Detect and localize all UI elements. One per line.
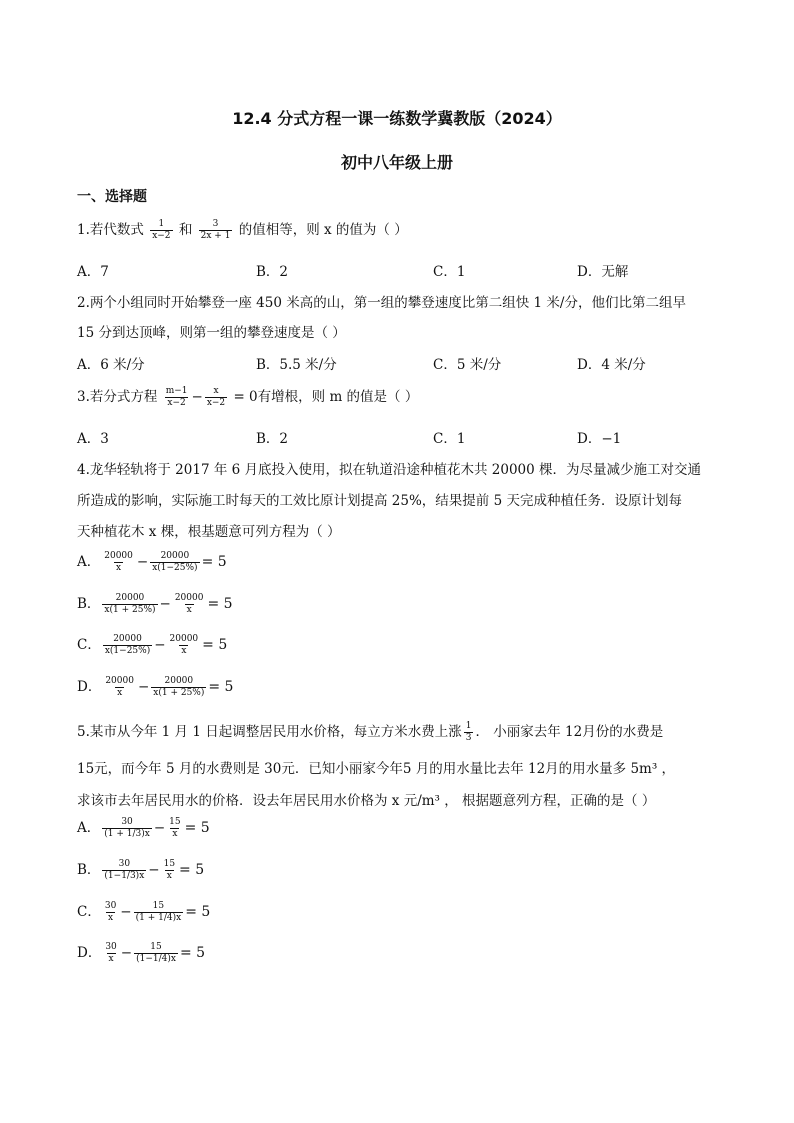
q3-fraction-1 bbox=[164, 387, 190, 408]
q5-option-a bbox=[77, 816, 210, 839]
q5-c-n1: 30 bbox=[104, 901, 117, 911]
q4-option-b bbox=[77, 592, 233, 615]
q3-prefix: 3.若分式方程 bbox=[77, 389, 158, 405]
q3-f2-den: x−2 bbox=[206, 398, 226, 408]
q5-a-n2: 15 bbox=[169, 817, 181, 827]
q4-b-n1: 20000 bbox=[115, 593, 145, 603]
q5-b-d1: (1−1/3)x bbox=[104, 871, 145, 881]
q5-c-d1: x bbox=[108, 913, 114, 923]
q4-d-minus: − bbox=[137, 679, 150, 695]
q4-d-n1: 20000 bbox=[105, 676, 134, 686]
q1-option-a: A．7 bbox=[77, 264, 109, 280]
q1-f1-num: 1 bbox=[158, 219, 165, 229]
q5-frac-den: 3 bbox=[465, 733, 472, 743]
document-title: 12.4 分式方程一课一练数学冀教版（2024） bbox=[232, 109, 562, 128]
q5-d-n1: 30 bbox=[105, 942, 117, 952]
q5-b-minus: − bbox=[148, 862, 160, 878]
q2-option-a: A．6 米/分 bbox=[77, 357, 145, 373]
q4-c-n2: 20000 bbox=[169, 634, 199, 644]
q5-option-b bbox=[77, 858, 204, 881]
q3-f1-num: m−1 bbox=[165, 386, 188, 396]
question-3 bbox=[77, 385, 418, 408]
q5-b-n1: 30 bbox=[118, 859, 131, 869]
question-4-line-3: 天种植花木 x 棵，根基题意可列方程为（ ） bbox=[77, 524, 341, 540]
document-subtitle: 初中八年级上册 bbox=[340, 153, 453, 172]
q5-line1-b: ． 小丽家去年 12月份的水费是 bbox=[475, 724, 664, 740]
q1-mid: 和 bbox=[178, 222, 193, 238]
q5-a-d1: (1 + 1/3)x bbox=[104, 829, 150, 839]
q5-d-minus: − bbox=[120, 945, 133, 961]
q5-a-eq: = 5 bbox=[184, 820, 210, 836]
q4-d-eq: = 5 bbox=[208, 679, 234, 695]
q3-option-c: C．1 bbox=[433, 431, 466, 447]
q4-c-d1: x(1−25%) bbox=[104, 646, 151, 656]
q4-a-eq: = 5 bbox=[201, 554, 227, 570]
q5-option-c bbox=[77, 900, 210, 923]
q3-option-b: B．2 bbox=[256, 431, 289, 447]
q5-option-d bbox=[77, 941, 205, 964]
q5-frac-num: 1 bbox=[465, 721, 472, 731]
q1-f2-num: 3 bbox=[212, 219, 219, 229]
q4-d-d2: x(1 + 25%) bbox=[153, 688, 205, 698]
q3-option-a: A．3 bbox=[77, 431, 109, 447]
q4-option-c bbox=[77, 633, 227, 656]
q4-b-d2: x bbox=[186, 605, 192, 615]
q5-a-label: A． bbox=[77, 820, 101, 836]
q5-c-n2: 15 bbox=[152, 901, 165, 911]
q2-option-d: D．4 米/分 bbox=[577, 357, 646, 373]
q5-b-d2: x bbox=[166, 871, 172, 881]
question-5-line-1 bbox=[77, 720, 663, 743]
q1-fraction-2 bbox=[199, 220, 233, 241]
q5-c-label: C． bbox=[77, 904, 101, 920]
q4-a-label: A． bbox=[77, 554, 101, 570]
q4-c-d2: x bbox=[181, 646, 187, 656]
q1-option-c: C．1 bbox=[433, 264, 466, 280]
q4-option-d bbox=[77, 675, 233, 698]
q4-d-n2: 20000 bbox=[164, 676, 194, 686]
q3-eq: = 0 bbox=[233, 389, 258, 405]
q1-prefix: 1.若代数式 bbox=[77, 222, 144, 238]
q4-b-minus: − bbox=[159, 596, 171, 612]
q4-b-d1: x(1 + 25%) bbox=[104, 605, 156, 615]
q2-option-b: B．5.5 米/分 bbox=[256, 357, 337, 373]
q5-a-n1: 30 bbox=[121, 817, 133, 827]
q1-suffix: 的值相等，则 x 的值为（ ） bbox=[238, 222, 408, 238]
question-5-line-3: 求该市去年居民用水的价格．设去年居民用水价格为 x 元/m³ ， 根据题意列方程，正确的是（ ） bbox=[77, 793, 656, 809]
q3-suffix: 有增根，则 m 的值是（ ） bbox=[257, 389, 419, 405]
q4-c-eq: = 5 bbox=[202, 637, 228, 653]
q4-b-eq: = 5 bbox=[207, 596, 233, 612]
q5-d-n2: 15 bbox=[150, 942, 162, 952]
q4-option-a bbox=[77, 550, 227, 573]
q4-b-n2: 20000 bbox=[174, 593, 204, 603]
question-4-line-1: 4.龙华轻轨将于 2017 年 6 月底投入使用，拟在轨道沿途种植花木共 20000 棵．为尽量减少施工对交通 bbox=[77, 462, 702, 478]
section-heading: 一、选择题 bbox=[77, 189, 147, 205]
q3-fraction-2 bbox=[205, 387, 227, 408]
q1-f2-den: 2x + 1 bbox=[200, 231, 231, 241]
question-2-line-1: 2.两个小组同时开始攀登一座 450 米高的山，第一组的攀登速度比第二组快 1 米/分，他们比第二组早 bbox=[77, 295, 686, 311]
q5-a-minus: − bbox=[153, 820, 166, 836]
q3-f1-den: x−2 bbox=[167, 398, 186, 408]
q4-a-d1: x bbox=[116, 563, 122, 573]
q5-a-d2: x bbox=[172, 829, 178, 839]
question-2-line-2: 15 分到达顶峰，则第一组的攀登速度是（ ） bbox=[77, 325, 346, 341]
q3-f2-num: x bbox=[213, 386, 219, 396]
q5-b-eq: = 5 bbox=[179, 862, 205, 878]
q5-line1-a: 5.某市从今年 1 月 1 日起调整居民用水价格，每立方米水费上涨 bbox=[77, 724, 462, 740]
q5-d-d1: x bbox=[108, 954, 114, 964]
q4-c-label: C． bbox=[77, 637, 101, 653]
q5-d-label: D． bbox=[77, 945, 102, 961]
q4-b-label: B． bbox=[77, 596, 101, 612]
question-4-line-2: 所造成的影响，实际施工时每天的工效比原计划提高 25%，结果提前 5 天完成种植任务．设原计划每 bbox=[77, 493, 682, 509]
q2-option-c: C．5 米/分 bbox=[433, 357, 502, 373]
question-1 bbox=[77, 218, 408, 241]
q3-option-d: D．−1 bbox=[577, 431, 622, 447]
q5-b-n2: 15 bbox=[163, 859, 176, 869]
question-5-line-2: 15元，而今年 5 月的水费则是 30元．已知小丽家今年5 月的用水量比去年 12月的用水量多 5m³ ， bbox=[77, 761, 676, 777]
q4-c-n1: 20000 bbox=[113, 634, 142, 644]
q4-a-n2: 20000 bbox=[160, 551, 190, 561]
q1-option-b: B．2 bbox=[256, 264, 289, 280]
q1-fraction-1 bbox=[150, 220, 172, 241]
q5-d-eq: = 5 bbox=[179, 945, 206, 961]
q4-c-minus: − bbox=[154, 637, 166, 653]
q3-minus: − bbox=[191, 389, 203, 405]
q5-c-d2: (1 + 1/4)x bbox=[135, 913, 182, 923]
q4-d-d1: x bbox=[117, 688, 123, 698]
q4-a-minus: − bbox=[136, 554, 149, 570]
q4-d-label: D． bbox=[77, 679, 102, 695]
q4-a-d2: x(1−25%) bbox=[152, 563, 198, 573]
q5-c-minus: − bbox=[120, 904, 132, 920]
q1-f1-den: x−2 bbox=[152, 231, 171, 241]
q5-c-eq: = 5 bbox=[185, 904, 211, 920]
q1-option-d: D．无解 bbox=[577, 264, 629, 280]
q5-d-d2: (1−1/4)x bbox=[136, 954, 176, 964]
q5-b-label: B． bbox=[77, 862, 101, 878]
q4-a-n1: 20000 bbox=[104, 551, 133, 561]
